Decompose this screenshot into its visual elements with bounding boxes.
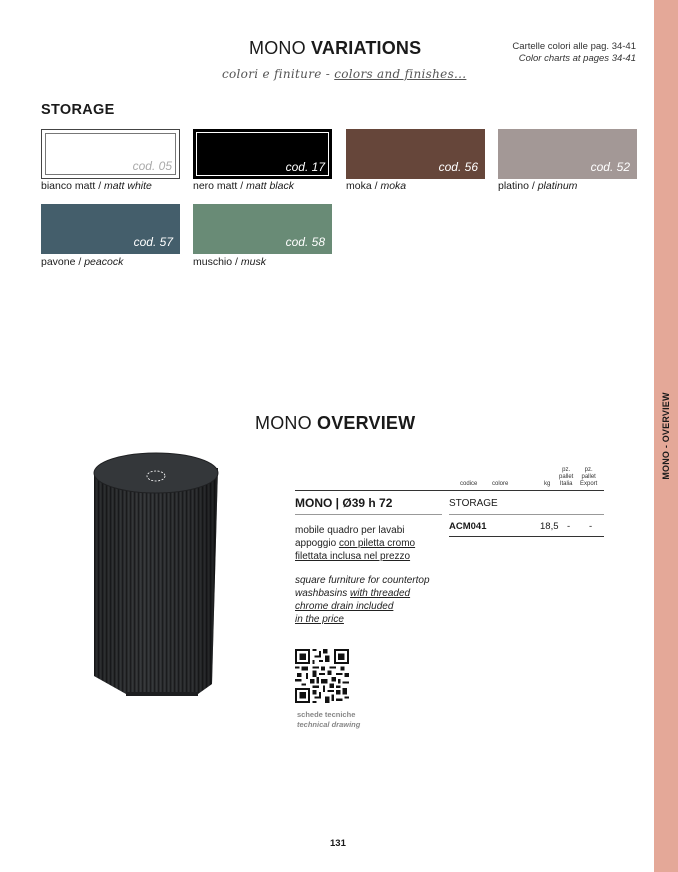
- overview-title: MONO OVERVIEW: [255, 413, 416, 433]
- qr-caption: schede tecniche technical drawing: [297, 710, 361, 729]
- description-italian: mobile quadro per lavabi appoggio con piletta cromo filettata inclusa nel prezzo: [295, 525, 416, 562]
- colors-finishes-link[interactable]: colors and finishes...: [334, 67, 467, 81]
- col-header-kg: kg: [544, 481, 551, 487]
- table-row-rule: [449, 536, 604, 537]
- pallet-export-value: -: [589, 521, 593, 532]
- swatch-label: moka / moka: [346, 180, 407, 192]
- variations-subtitle: colori e finiture - colors and finishes...: [222, 67, 467, 81]
- col-header-code: codice: [460, 481, 478, 487]
- swatch-label: nero matt / matt black: [193, 180, 294, 192]
- swatch-code: cod. 58: [285, 235, 325, 249]
- swatch-label: bianco matt / matt white: [41, 180, 152, 192]
- page-number: 131: [330, 838, 346, 849]
- product-weight: 18,5: [540, 521, 559, 532]
- qr-code[interactable]: [295, 649, 349, 703]
- swatch-code: cod. 17: [285, 160, 325, 174]
- table-header-rule: [295, 490, 604, 491]
- product-name-rule: [295, 514, 442, 515]
- swatch-musk: [193, 204, 332, 254]
- swatch-code: cod. 57: [133, 235, 173, 249]
- col-header-pz-italia: pz. pallet Italia: [559, 467, 574, 487]
- swatch-code: cod. 52: [590, 160, 630, 174]
- swatch-moka: [346, 129, 485, 179]
- variations-title: MONO VARIATIONS: [249, 38, 422, 58]
- swatch-matt-black: [193, 129, 332, 179]
- pallet-italia-value: -: [567, 521, 571, 532]
- swatch-code: cod. 56: [438, 160, 478, 174]
- col-header-pz-export: pz. pallet Export: [580, 467, 598, 487]
- description-english: square furniture for countertop washbasins with threaded chrome drain included in the price: [295, 575, 430, 625]
- side-tab-label: MONO - OVERVIEW: [661, 392, 671, 480]
- col-header-color: colore: [492, 481, 509, 487]
- product-code: ACM041: [449, 521, 487, 532]
- product-image: [86, 444, 242, 724]
- category-rule: [449, 514, 604, 515]
- color-chart-reference: Cartelle colori alle pag. 34-41 Color charts at pages 34-41: [512, 41, 636, 64]
- storage-heading: STORAGE: [41, 102, 115, 118]
- swatch-code: cod. 05: [132, 159, 172, 173]
- swatch-label: platino / platinum: [498, 180, 578, 192]
- swatch-matt-white: [41, 129, 180, 179]
- swatch-platinum: [498, 129, 637, 179]
- swatch-label: muschio / musk: [193, 256, 266, 268]
- swatch-peacock: [41, 204, 180, 254]
- swatch-label: pavone / peacock: [41, 256, 124, 268]
- category-label: STORAGE: [449, 498, 498, 509]
- product-name: MONO | Ø39 h 72: [295, 496, 393, 510]
